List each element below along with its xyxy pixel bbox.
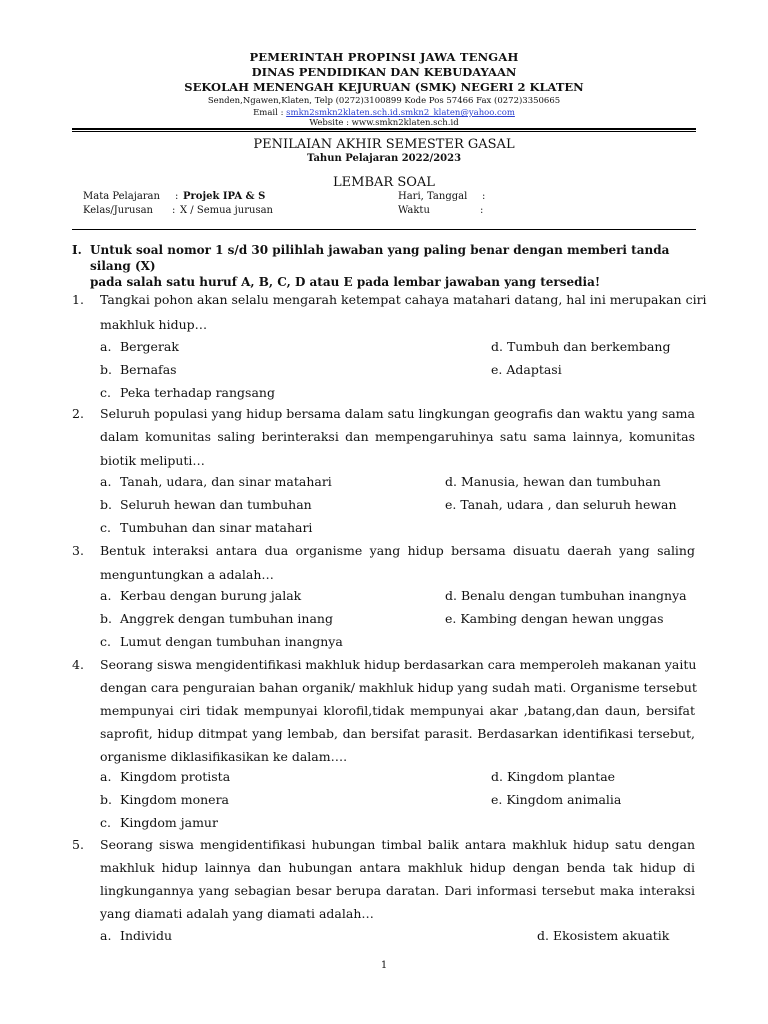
class-value: X / Semua jurusan [180, 205, 273, 216]
option-letter: c. [100, 815, 111, 830]
question-number: 4. [72, 657, 84, 672]
question-line: biotik meliputi… [100, 453, 205, 468]
question-line: saprofit, hidup ditmpat yang lembab, dan bersifat parasit. Berdasarkan identifikasi tersebut, [100, 726, 695, 741]
option-a: Kerbau dengan burung jalak [120, 588, 302, 603]
question-number: 2. [72, 406, 84, 421]
option-a: Tanah, udara, dan sinar matahari [120, 474, 332, 489]
option-a: Kingdom protista [120, 769, 231, 784]
exam-title: PENILAIAN AKHIR SEMESTER GASAL [253, 137, 515, 152]
option-a: Individu [120, 928, 173, 943]
option-letter: a. [100, 339, 112, 354]
option-b: Bernafas [120, 362, 177, 377]
option-b: Seluruh hewan dan tumbuhan [120, 497, 312, 512]
option-letter: b. [100, 362, 112, 377]
subject-label: Mata Pelajaran [83, 191, 160, 202]
letterhead-address: Senden,Ngawen,Klaten, Telp (0272)3100899 Kode Pos 57466 Fax (0272)3350665 [207, 96, 561, 106]
time-label: Waktu [398, 205, 430, 216]
email-link[interactable]: smkn2smkn2klaten.sch.id.smkn2_klaten@yahoo.com [286, 108, 515, 118]
option-e: e. Tanah, udara , dan seluruh hewan [445, 497, 677, 512]
option-letter: c. [100, 520, 111, 535]
option-d: d. Benalu dengan tumbuhan inangnya [445, 588, 687, 603]
letterhead-rule-thick [72, 128, 696, 130]
class-sep: : [172, 205, 176, 216]
date-label: Hari, Tanggal [398, 191, 468, 202]
option-letter: b. [100, 611, 112, 626]
question-line: Bentuk interaksi antara dua organisme yang hidup bersama disuatu daerah yang saling [100, 543, 695, 558]
meta-rule [72, 229, 696, 230]
question-number: 5. [72, 837, 84, 852]
option-letter: a. [100, 474, 112, 489]
option-c: Lumut dengan tumbuhan inangnya [120, 634, 343, 649]
letterhead-email [0, 108, 768, 118]
academic-year: Tahun Pelajaran 2022/2023 [306, 153, 462, 164]
question-number: 1. [72, 292, 84, 307]
question-line: makhluk hidup… [100, 317, 208, 332]
instruction-block [72, 242, 700, 290]
option-letter: b. [100, 792, 112, 807]
instruction-line-2: pada salah satu huruf A, B, C, D atau E pada lembar jawaban yang tersedia! [90, 275, 601, 289]
option-d: d. Manusia, hewan dan tumbuhan [445, 474, 661, 489]
option-e: e. Kingdom animalia [491, 792, 622, 807]
letterhead-department: DINAS PENDIDIKAN DAN KEBUDAYAAN [251, 65, 517, 79]
question-line: yang diamati adalah yang diamati adalah… [100, 906, 374, 921]
option-b: Kingdom monera [120, 792, 229, 807]
email-label: Email : [253, 108, 287, 118]
option-d: d. Tumbuh dan berkembang [491, 339, 671, 354]
option-letter: a. [100, 769, 112, 784]
question-line: menguntungkan a adalah… [100, 567, 274, 582]
question-number: 3. [72, 543, 84, 558]
letterhead-government: PEMERINTAH PROPINSI JAWA TENGAH [249, 50, 519, 64]
option-letter: a. [100, 588, 112, 603]
letterhead-website: Website : www.smkn2klaten.sch.id [309, 118, 459, 128]
option-letter: a. [100, 928, 112, 943]
option-e: e. Kambing dengan hewan unggas [445, 611, 664, 626]
page-number: 1 [380, 960, 388, 971]
instruction-line-1: Untuk soal nomor 1 s/d 30 pilihlah jawaban yang paling benar dengan memberi tanda silang (X) [90, 243, 670, 273]
option-e: e. Adaptasi [491, 362, 562, 377]
time-sep: : [480, 205, 484, 216]
sheet-title: LEMBAR SOAL [333, 175, 435, 190]
subject-value: Projek IPA & S [183, 191, 266, 202]
option-letter: b. [100, 497, 112, 512]
option-letter: c. [100, 634, 111, 649]
option-a: Bergerak [120, 339, 179, 354]
option-b: Anggrek dengan tumbuhan inang [120, 611, 333, 626]
option-d: d. Kingdom plantae [491, 769, 616, 784]
subject-sep: : [175, 191, 179, 202]
question-line: Seorang siswa mengidentifikasi hubungan timbal balik antara makhluk hidup satu dengan [100, 837, 695, 852]
question-line: makhluk hidup lainnya dan hubungan antara makhluk hidup dengan benda tak hidup di [100, 860, 695, 875]
question-line: dalam komunitas saling berinteraksi dan mempengaruhinya satu sama lainnya, komunitas [100, 429, 695, 444]
option-c: Kingdom jamur [120, 815, 218, 830]
question-line: organisme diklasifikasikan ke dalam…. [100, 749, 348, 764]
question-line: Seluruh populasi yang hidup bersama dalam satu lingkungan geografis dan waktu yang sama [100, 406, 695, 421]
question-line: lingkungannya yang sebagian besar berupa daratan. Dari informasi tersebut maka interaksi [100, 883, 695, 898]
option-d: d. Ekosistem akuatik [537, 928, 670, 943]
option-letter: c. [100, 385, 111, 400]
option-c: Tumbuhan dan sinar matahari [120, 520, 313, 535]
letterhead-school: SEKOLAH MENENGAH KEJURUAN (SMK) NEGERI 2 KLATEN [184, 80, 584, 94]
letterhead-rule-thin [72, 131, 696, 132]
date-sep: : [482, 191, 486, 202]
class-label: Kelas/Jurusan [83, 205, 153, 216]
option-c: Peka terhadap rangsang [120, 385, 275, 400]
instruction-number: I. [72, 243, 82, 257]
question-line: mempunyai ciri tidak mempunyai klorofil,tidak mempunyai akar ,batang,dan daun, bersifat [100, 703, 695, 718]
question-line: Tangkai pohon akan selalu mengarah ketempat cahaya matahari datang, hal ini merupakan ciri [100, 292, 707, 307]
question-line: dengan cara penguraian bahan organik/ makhluk hidup yang sudah mati. Organisme tersebut [100, 680, 697, 695]
question-line: Seorang siswa mengidentifikasi makhluk hidup berdasarkan cara memperoleh makanan yaitu [100, 657, 697, 672]
